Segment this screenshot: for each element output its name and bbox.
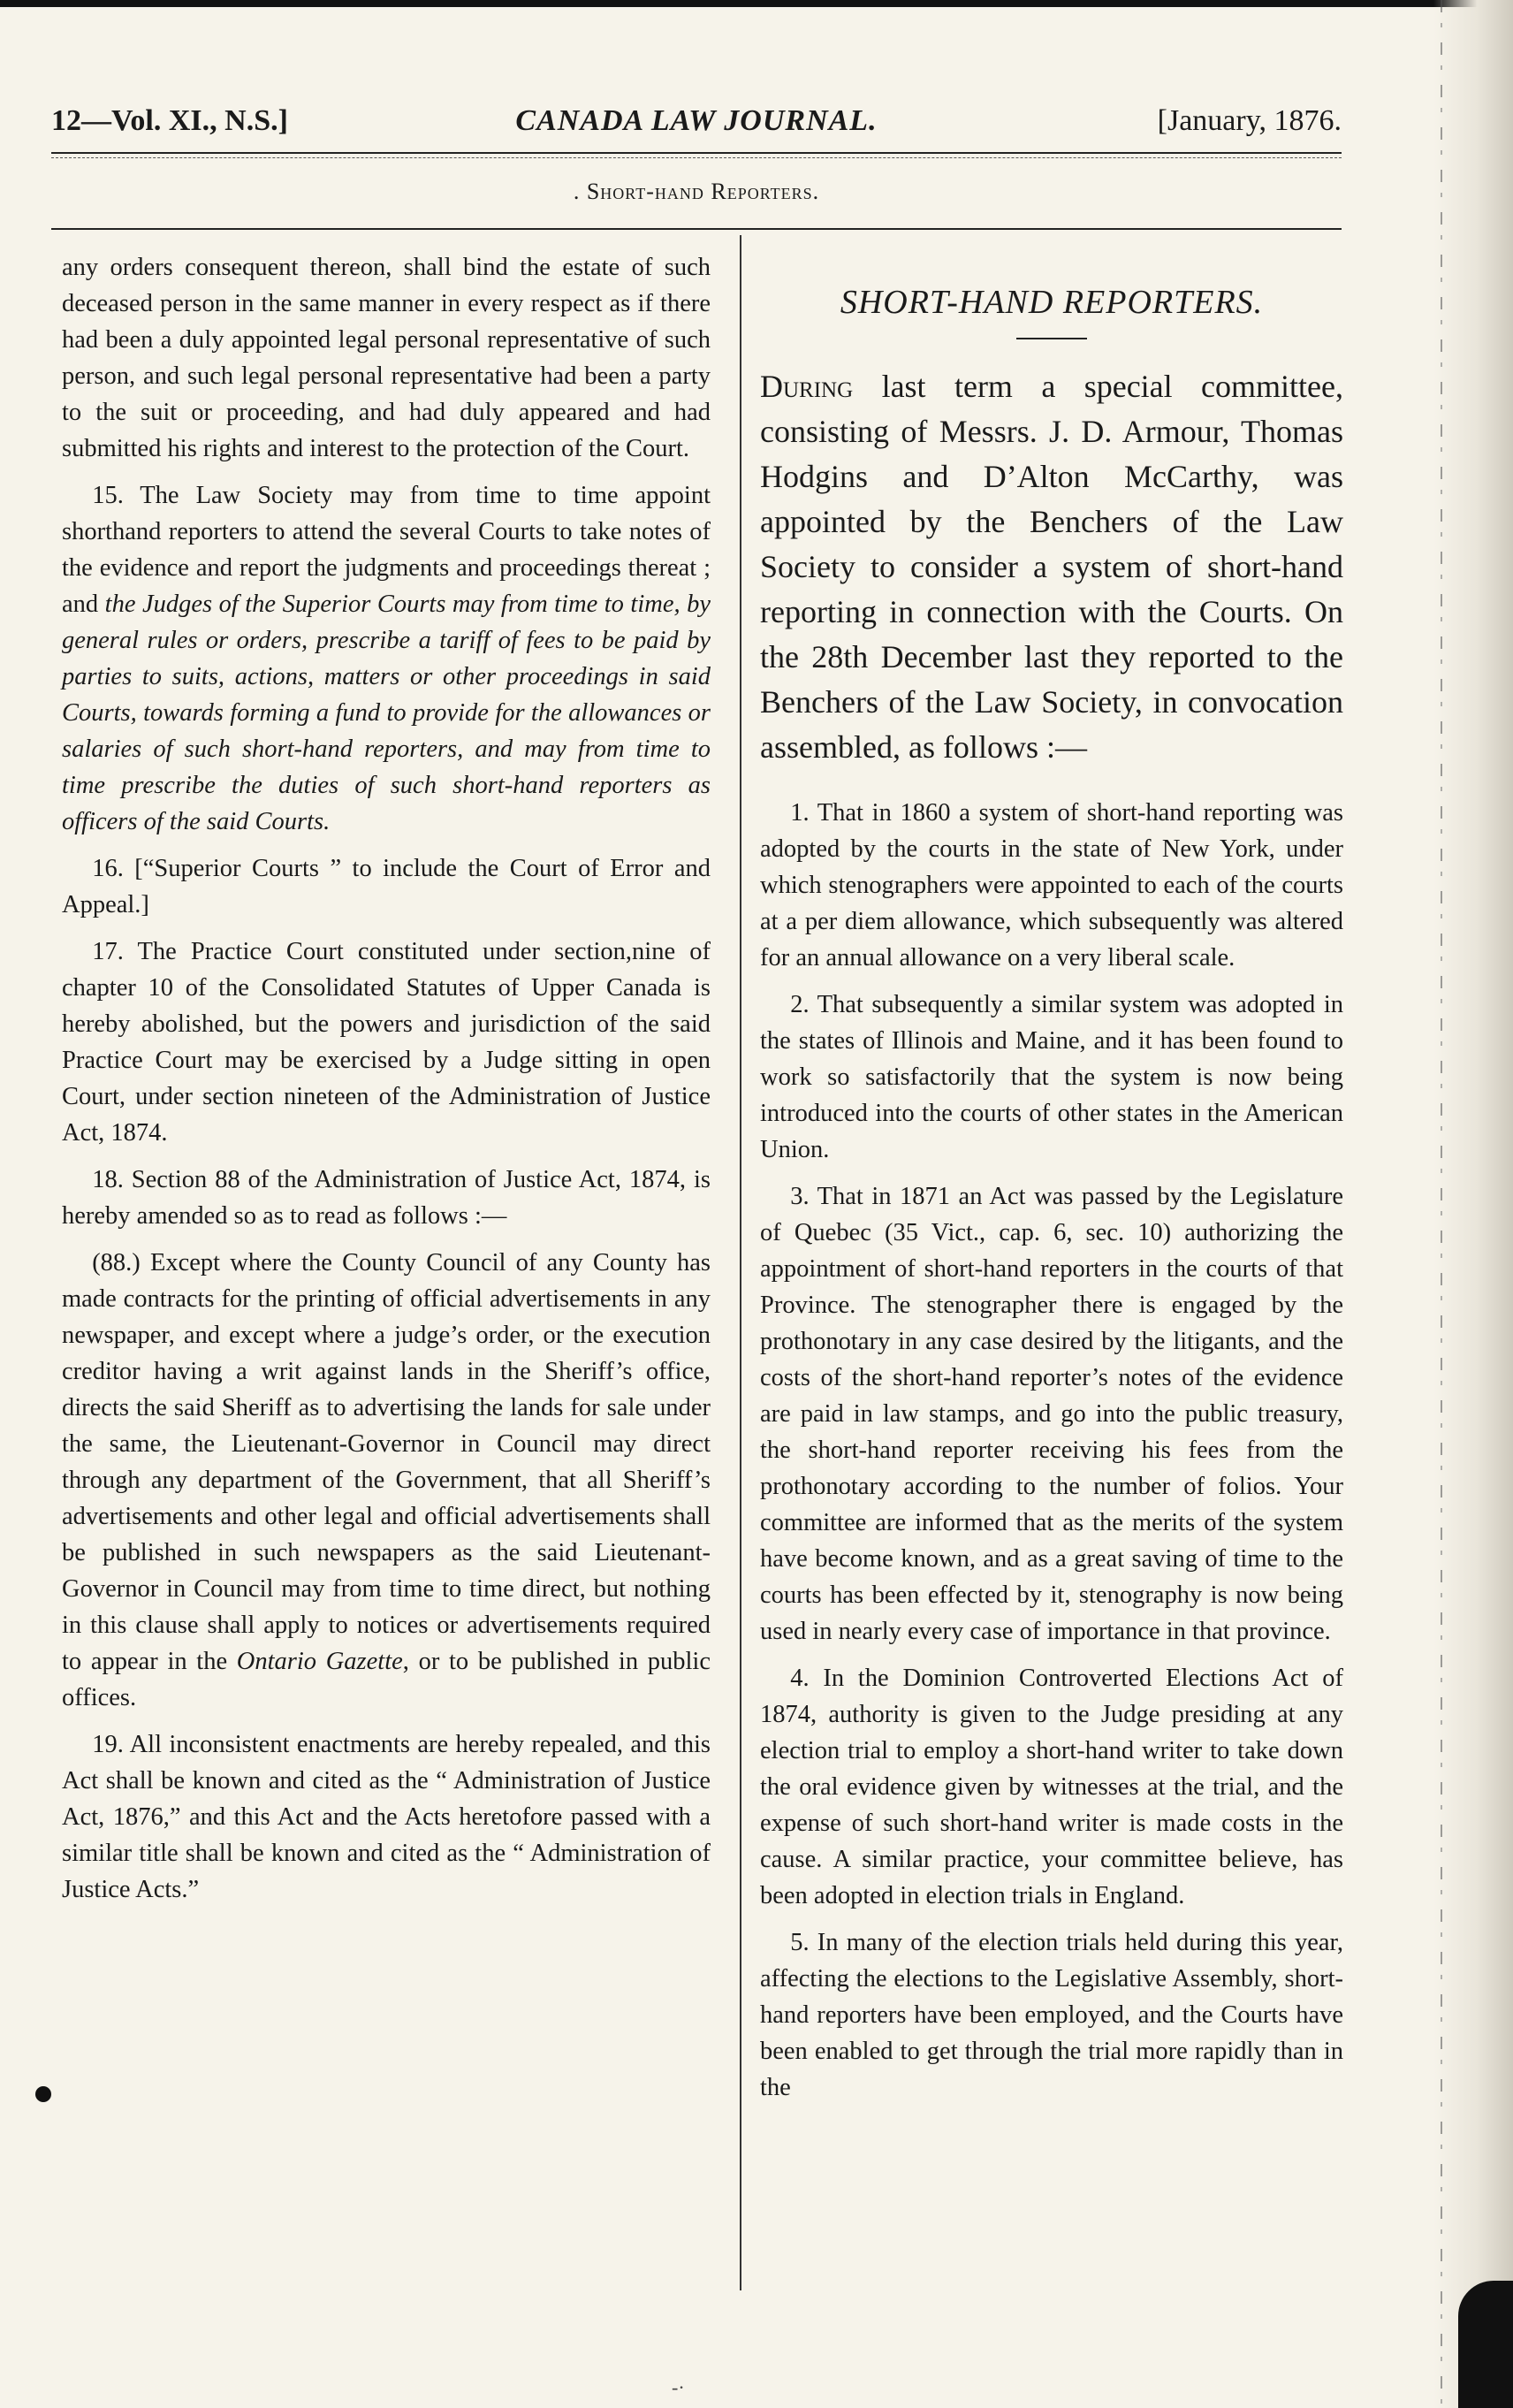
- report-item-2: 2. That subsequently a similar system was adopted in the states of Illinois and Maine, and it has been found to work so satisfactorily that the system is now being introduced into the courts of other states in the American Union.: [760, 991, 1343, 1163]
- report-item-4: 4. In the Dominion Controverted Elections Act of 1874, authority is given to the Judge presiding at any election trial to employ a short-hand writer to take down the oral evidence given by witnesses at the trial, and the expense of such short-hand writer is made costs in the cause. A similar practice, your committee believe, has been adopted in election trials in England.: [760, 1665, 1343, 1909]
- title-rule: [1016, 338, 1087, 339]
- section-18: 18. Section 88 of the Administration of Justice Act, 1874, is hereby amended so as to read as follows :—: [62, 1166, 711, 1230]
- ontario-gazette: Ontario Gazette: [236, 1648, 403, 1675]
- footer-mark: -·: [672, 2376, 685, 2398]
- issue-date: [January, 1876.: [1157, 104, 1342, 137]
- column-divider: [740, 235, 741, 2290]
- article-title: SHORT-HAND REPORTERS.: [840, 284, 1264, 321]
- report-item-3: 3. That in 1871 an Act was passed by the Legislature of Quebec (35 Vict., cap. 6, sec. 10) authorizing the appointment of short-hand reporters in the courts of that Province. The stenographer there is engaged by the prothonotary in any case desired by the litigants, and the costs of the short-hand reporter’s notes of the evidence are paid in law stamps, and go into the public treasury, the short-hand reporter receiving his fees from the prothonotary according to the number of folios. Your committee are informed that as the merits of the system have become known, and as a great saving of time to the courts has been effected by it, stenography is now being used in nearly every case of importance in that province.: [760, 1183, 1343, 1645]
- section-15-text: 15. The Law Society may from time to time appoint shorthand reporters to attend the several Courts to take notes of the evidence and report the judgments and proceedings thereat ; and: [62, 482, 711, 618]
- section-15-italic: the Judges of the Superior Courts may from time to time, by general rules or orders, prescribe a tariff of fees to be paid by parties to suits, actions, matters or other proceedings in said Courts, towards forming a fund to provide for the allowances or salaries of such short-hand reporters, and may from time to time prescribe the duties of such short-hand reporters as officers of the said Courts.: [62, 591, 711, 835]
- page-header: [51, 94, 1342, 138]
- section-17: 17. The Practice Court constituted under section,nine of chapter 10 of the Consolidated Statutes of Upper Canada is hereby abolished, but the powers and jurisdiction of the said Practice Court may be exercised by a Judge sitting in open Court, under section nineteen of the Administration of Justice Act, 1874.: [62, 938, 711, 1147]
- lead-paragraph: [760, 364, 1343, 770]
- running-head-rule: [51, 228, 1342, 230]
- header-rule-dashed: [51, 157, 1342, 158]
- right-column: [760, 249, 1343, 2116]
- journal-title: CANADA LAW JOURNAL.: [515, 104, 878, 137]
- margin-ink-mark: [35, 2086, 51, 2102]
- report-item-1: 1. That in 1860 a system of short-hand reporting was adopted by the courts in the state of New York, under which stenographers were appointed to each of the courts at a per diem allowance, which subsequently was altered for an annual allowance on a very liberal scale.: [760, 799, 1343, 972]
- section-15: [62, 477, 711, 840]
- binding-shadow: [1458, 2281, 1513, 2408]
- left-column: [62, 249, 711, 1918]
- running-head: . Short-hand Reporters.: [573, 179, 820, 204]
- section-88-text: (88.) Except where the County Council of any County has made contracts for the printing of official advertisements in any newspaper, and except where a judge’s order, or the execution creditor having a writ against lands in the Sheriff’s office, directs the said Sheriff as to advertising the lands for sale under the same, the Lieutenant-Governor in Council may direct through any department of the Government, that all Sheriff’s advertisements and other legal and official advertisements shall be published in such newspapers as the said Lieutenant-Governor in Council may from time to time direct, but nothing in this clause shall apply to notices or advertisements required to appear in the: [62, 1249, 711, 1675]
- top-border: [0, 0, 1513, 7]
- page-edge-marks: [1441, 0, 1442, 2408]
- lead-text: last term a special committee, consisting of Messrs. J. D. Armour, Thomas Hodgins and D’Alton McCarthy, was appointed by the Benchers of the Law Society to consider a system of short-hand reporting in connection with the Courts. On the 28th December last they reported to the Benchers of the Law Society, in convocation assembled, as follows :—: [760, 369, 1343, 765]
- report-item-5: 5. In many of the election trials held during this year, affecting the elections to the Legislative Assembly, short-hand reporters have been employed, and the Courts have been enabled to get through the trial more rapidly than in the: [760, 1929, 1343, 2101]
- page-volume: 12—Vol. XI., N.S.]: [51, 104, 288, 137]
- section-88-end: , or to be published in public offices.: [62, 1648, 711, 1711]
- section-88: [62, 1245, 711, 1716]
- section-16: 16. [“Superior Courts ” to include the Court of Error and Appeal.]: [62, 855, 711, 918]
- continued-paragraph: any orders consequent thereon, shall bind the estate of such deceased person in the same manner in every respect as if there had been a duly appointed legal personal representative of such person, and such legal personal representative had been a party to the suit or proceeding, and had duly appeared and had submitted his rights and interest to the protection of the Court.: [62, 254, 711, 462]
- lead-dropword: During: [760, 369, 854, 404]
- section-19: 19. All inconsistent enactments are hereby repealed, and this Act shall be known and cited as the “ Administration of Justice Act, 1876,” and this Act and the Acts heretofore passed with a similar title shall be known and cited as the “ Administration of Justice Acts.”: [62, 1731, 711, 1903]
- header-rule: [51, 152, 1342, 154]
- page-edge-shadow: [1433, 0, 1513, 2408]
